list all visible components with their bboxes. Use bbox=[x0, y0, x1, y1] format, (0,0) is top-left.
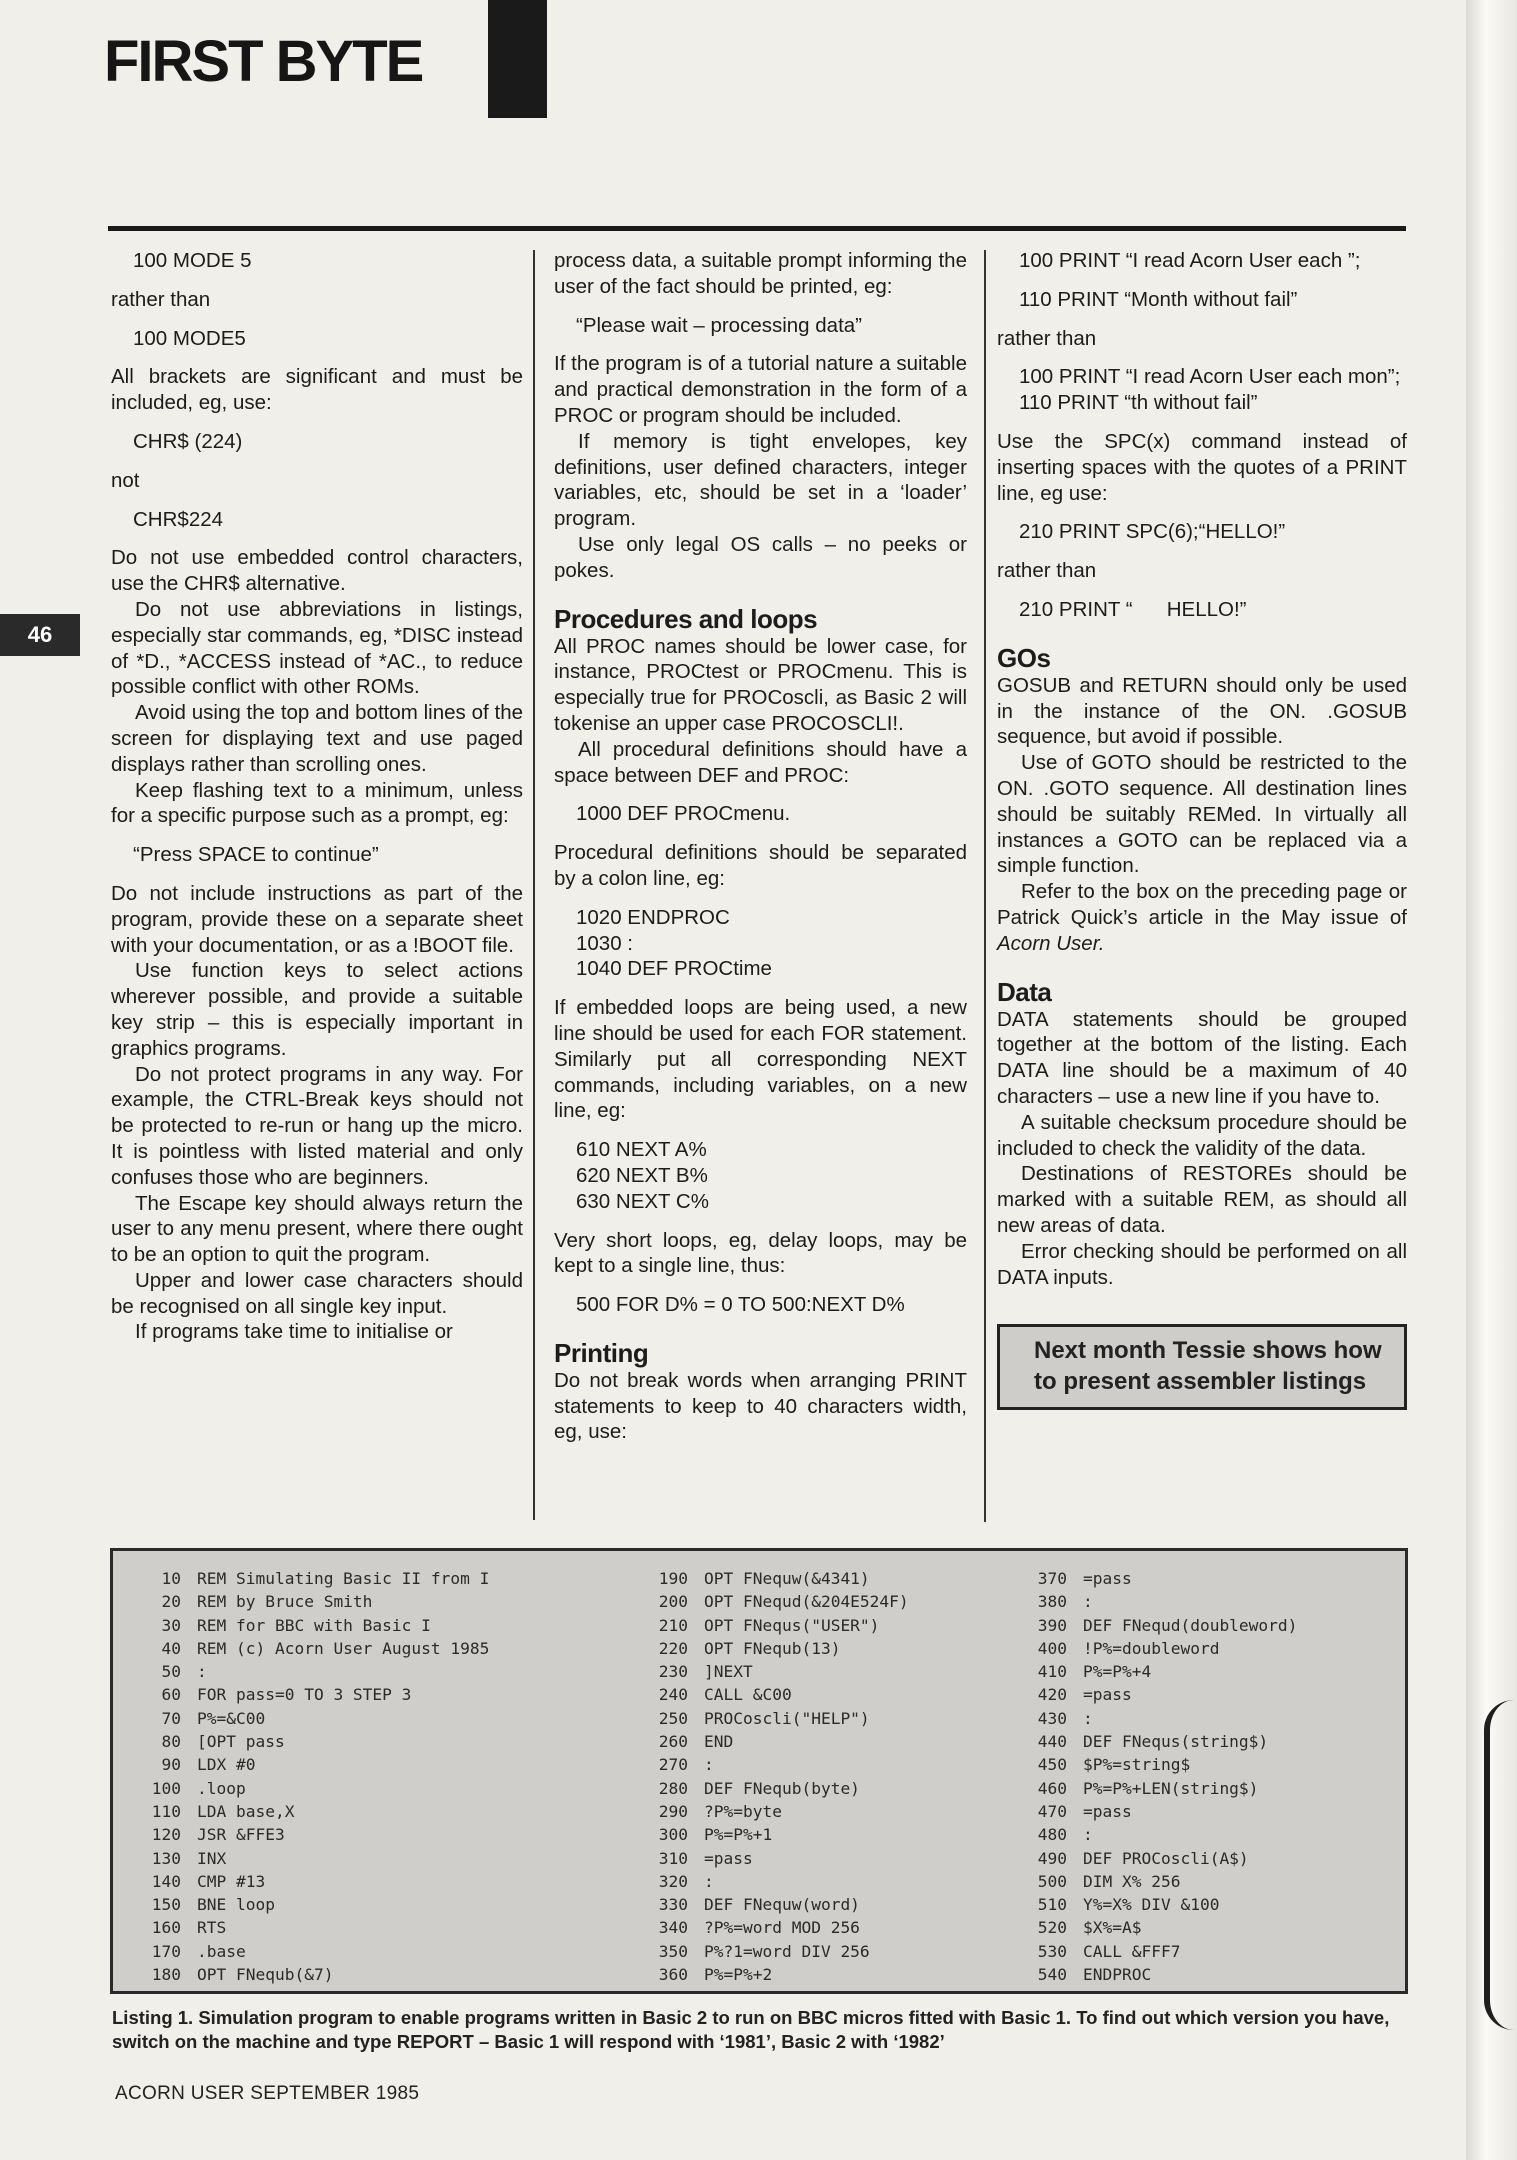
line-code: ?P%=byte bbox=[704, 1801, 782, 1821]
listing-line bbox=[137, 1753, 489, 1776]
listing-line bbox=[1023, 1637, 1297, 1660]
paragraph: Do not use abbreviations in listings, especially star commands, eg, *DISC instead of *D., *ACCESS instead of *AC., to reduce possible conflict with other ROMs. bbox=[111, 597, 523, 699]
line-code: : bbox=[704, 1871, 714, 1891]
paragraph: Procedural definitions should be separated by a colon line, eg: bbox=[554, 841, 967, 890]
listing-line bbox=[1023, 1823, 1297, 1846]
line-number: 130 bbox=[151, 1848, 181, 1868]
paragraph: rather than bbox=[111, 287, 211, 311]
listing-line bbox=[1023, 1777, 1297, 1800]
line-number: 490 bbox=[1037, 1848, 1067, 1868]
line-number: 160 bbox=[151, 1918, 181, 1938]
code-line: 1040 DEF PROCtime bbox=[576, 957, 772, 981]
line-number: 230 bbox=[658, 1662, 688, 1682]
listing-line bbox=[1023, 1753, 1297, 1776]
code-line: 110 PRINT “th without fail” bbox=[1019, 391, 1258, 415]
listing-line bbox=[644, 1916, 909, 1939]
line-code: .loop bbox=[197, 1778, 246, 1798]
line-code: Y%=X% DIV &100 bbox=[1083, 1895, 1220, 1915]
line-number: 300 bbox=[658, 1825, 688, 1845]
line-number: 450 bbox=[1037, 1755, 1067, 1775]
listing-line bbox=[1023, 1893, 1297, 1916]
line-code: PROCoscli("HELP") bbox=[704, 1708, 870, 1728]
line-code: P%=P%+LEN(string$) bbox=[1083, 1778, 1259, 1798]
code-line: 110 PRINT “Month without fail” bbox=[1019, 287, 1298, 311]
line-number: 320 bbox=[658, 1871, 688, 1891]
line-code: DEF FNequw(word) bbox=[704, 1895, 860, 1915]
paragraph: Very short loops, eg, delay loops, may be kept to a single line, thus: bbox=[554, 1228, 967, 1278]
code-line: “Press SPACE to continue” bbox=[133, 843, 379, 867]
heading-gos: GOs bbox=[997, 642, 1051, 673]
listing-line bbox=[137, 1590, 489, 1613]
line-code: : bbox=[1083, 1708, 1093, 1728]
column-1 bbox=[111, 248, 523, 1345]
line-number: 460 bbox=[1037, 1778, 1067, 1798]
page-spine-curve bbox=[1484, 1700, 1517, 2030]
line-code: DEF FNequs(string$) bbox=[1083, 1732, 1269, 1752]
code-line: 210 PRINT SPC(6);“HELLO!” bbox=[1019, 520, 1286, 544]
code-line: 1000 DEF PROCmenu. bbox=[576, 802, 791, 826]
line-code: LDA base,X bbox=[197, 1801, 295, 1821]
line-number: 360 bbox=[658, 1965, 688, 1985]
code-line: 100 MODE 5 bbox=[133, 249, 252, 272]
program-listing bbox=[110, 1548, 1408, 1994]
line-number: 210 bbox=[658, 1615, 688, 1635]
code-line: CHR$ (224) bbox=[133, 429, 243, 453]
line-number: 310 bbox=[658, 1848, 688, 1868]
paragraph: Destinations of RESTOREs should be marked with a suitable REM, as should all new areas of data. bbox=[997, 1162, 1407, 1237]
listing-line bbox=[644, 1847, 909, 1870]
listing-line bbox=[1023, 1847, 1297, 1870]
line-number: 240 bbox=[658, 1685, 688, 1705]
listing-line bbox=[137, 1660, 489, 1683]
code-line: 1020 ENDPROC bbox=[576, 905, 730, 929]
listing-line bbox=[137, 1777, 489, 1800]
line-code: CMP #13 bbox=[197, 1871, 266, 1891]
line-code: =pass bbox=[1083, 1685, 1132, 1705]
listing-line bbox=[1023, 1660, 1297, 1683]
listing-column bbox=[137, 1567, 489, 1986]
line-number: 110 bbox=[151, 1801, 181, 1821]
line-code: DEF FNequd(doubleword) bbox=[1083, 1615, 1298, 1635]
listing-line bbox=[137, 1567, 489, 1590]
line-code: REM (c) Acorn User August 1985 bbox=[197, 1638, 490, 1658]
line-number: 190 bbox=[658, 1569, 688, 1588]
listing-column bbox=[1023, 1567, 1297, 1986]
line-number: 20 bbox=[161, 1592, 181, 1612]
paragraph: If embedded loops are being used, a new line should be used for each FOR statement. Similarly put all corresponding NEXT commands, including variables, on a new line, eg: bbox=[554, 996, 967, 1123]
line-number: 480 bbox=[1037, 1825, 1067, 1845]
line-number: 40 bbox=[161, 1638, 181, 1658]
listing-line bbox=[137, 1847, 489, 1870]
line-number: 270 bbox=[658, 1755, 688, 1775]
line-code: $P%=string$ bbox=[1083, 1755, 1191, 1775]
listing-line bbox=[644, 1940, 909, 1963]
line-code: OPT FNequb(&7) bbox=[197, 1965, 334, 1985]
listing-line bbox=[1023, 1614, 1297, 1637]
line-number: 470 bbox=[1037, 1801, 1067, 1821]
line-number: 140 bbox=[151, 1871, 181, 1891]
line-code: OPT FNequs("USER") bbox=[704, 1615, 880, 1635]
line-code: RTS bbox=[197, 1918, 227, 1938]
line-number: 180 bbox=[151, 1965, 181, 1985]
page-number: 46 bbox=[0, 614, 80, 656]
line-code: .base bbox=[197, 1941, 246, 1961]
line-number: 10 bbox=[161, 1569, 181, 1588]
paragraph: All brackets are significant and must be included, eg, use: bbox=[111, 365, 523, 415]
listing-line bbox=[644, 1707, 909, 1730]
column-3 bbox=[997, 248, 1407, 1410]
paragraph: Do not protect programs in any way. For example, the CTRL-Break keys should not be protected to re-run or hang up the micro. It is pointless with listed material and only confuses those who are beginners. bbox=[111, 1062, 523, 1189]
line-number: 200 bbox=[658, 1592, 688, 1612]
line-number: 260 bbox=[658, 1732, 688, 1752]
paragraph: If the program is of a tutorial nature a suitable and practical demonstration in the form of a PROC or program should be included. bbox=[554, 352, 967, 427]
paragraph: Use the SPC(x) command instead of inserting spaces with the quotes of a PRINT line, eg use: bbox=[997, 429, 1407, 505]
line-code: ?P%=word MOD 256 bbox=[704, 1918, 860, 1938]
listing-line bbox=[644, 1963, 909, 1986]
next-month-box: Next month Tessie shows how to present assembler listings bbox=[997, 1324, 1407, 1410]
heading-printing: Printing bbox=[554, 1337, 649, 1368]
listing-line bbox=[1023, 1567, 1297, 1590]
line-code: $X%=A$ bbox=[1083, 1918, 1142, 1938]
paragraph: DATA statements should be grouped together at the bottom of the listing. Each DATA line should be a maximum of 40 characters – use a new line if you have to. bbox=[997, 1007, 1407, 1108]
line-number: 290 bbox=[658, 1801, 688, 1821]
magazine-name: Acorn User. bbox=[997, 931, 1105, 955]
section-title: FIRST BYTE bbox=[104, 29, 423, 94]
top-rule bbox=[108, 226, 1406, 231]
line-number: 80 bbox=[161, 1732, 181, 1752]
paragraph: Use of GOTO should be restricted to the ON. .GOTO sequence. All destination lines should be suitably REMed. In virtually all instances a GOTO can be replaced via a simple function. bbox=[997, 751, 1407, 878]
line-number: 400 bbox=[1037, 1638, 1067, 1658]
line-code: ENDPROC bbox=[1083, 1965, 1152, 1985]
line-number: 30 bbox=[161, 1615, 181, 1635]
line-code: P%=P%+4 bbox=[1083, 1662, 1152, 1682]
line-number: 440 bbox=[1037, 1732, 1067, 1752]
listing-line bbox=[1023, 1800, 1297, 1823]
code-line: 610 NEXT A% bbox=[576, 1138, 707, 1162]
code-line: 100 PRINT “I read Acorn User each mon”; bbox=[1019, 365, 1401, 389]
line-code: P%=P%+1 bbox=[704, 1825, 773, 1845]
paragraph: Upper and lower case characters should be recognised on all single key input. bbox=[111, 1268, 523, 1318]
line-code: : bbox=[704, 1755, 714, 1775]
line-number: 120 bbox=[151, 1825, 181, 1845]
paragraph: Avoid using the top and bottom lines of the screen for displaying text and use paged displays rather than scrolling ones. bbox=[111, 701, 523, 776]
listing-line bbox=[137, 1823, 489, 1846]
line-number: 220 bbox=[658, 1638, 688, 1658]
line-code: =pass bbox=[1083, 1801, 1132, 1821]
listing-line bbox=[137, 1637, 489, 1660]
paragraph: Do not include instructions as part of the program, provide these on a separate sheet with your documentation, or as a !BOOT file. bbox=[111, 881, 523, 957]
line-number: 380 bbox=[1037, 1592, 1067, 1612]
listing-line bbox=[137, 1683, 489, 1706]
line-number: 540 bbox=[1037, 1965, 1067, 1985]
line-code: JSR &FFE3 bbox=[197, 1825, 285, 1845]
listing-line bbox=[137, 1916, 489, 1939]
listing-line bbox=[644, 1823, 909, 1846]
paragraph: rather than bbox=[997, 326, 1097, 350]
listing-line bbox=[644, 1800, 909, 1823]
listing-line bbox=[644, 1660, 909, 1683]
listing-line bbox=[137, 1800, 489, 1823]
line-number: 350 bbox=[658, 1941, 688, 1961]
line-number: 280 bbox=[658, 1778, 688, 1798]
line-code: : bbox=[1083, 1592, 1093, 1612]
line-number: 530 bbox=[1037, 1941, 1067, 1961]
listing-line bbox=[1023, 1870, 1297, 1893]
line-code: DEF PROCoscli(A$) bbox=[1083, 1848, 1249, 1868]
listing-line bbox=[1023, 1916, 1297, 1939]
line-code: OPT FNequw(&4341) bbox=[704, 1569, 870, 1588]
paragraph: process data, a suitable prompt informing the user of the fact should be printed, eg: bbox=[554, 249, 967, 298]
listing-line bbox=[137, 1730, 489, 1753]
line-number: 60 bbox=[161, 1685, 181, 1705]
listing-line bbox=[644, 1777, 909, 1800]
paragraph: All procedural definitions should have a space between DEF and PROC: bbox=[554, 737, 967, 787]
line-number: 330 bbox=[658, 1895, 688, 1915]
line-number: 390 bbox=[1037, 1615, 1067, 1635]
paragraph: Do not use embedded control characters, use the CHR$ alternative. bbox=[111, 546, 523, 596]
code-line: 1030 : bbox=[576, 931, 633, 955]
heading-procedures: Procedures and loops bbox=[554, 603, 818, 634]
line-number: 340 bbox=[658, 1918, 688, 1938]
line-number: 500 bbox=[1037, 1871, 1067, 1891]
paragraph: not bbox=[111, 468, 140, 492]
line-number: 50 bbox=[161, 1662, 181, 1682]
paragraph: If programs take time to initialise or bbox=[135, 1320, 453, 1344]
listing-line bbox=[1023, 1707, 1297, 1730]
listing-line bbox=[644, 1893, 909, 1916]
line-code: END bbox=[704, 1732, 734, 1752]
listing-column bbox=[644, 1567, 909, 1986]
code-line: CHR$224 bbox=[133, 507, 224, 531]
line-number: 170 bbox=[151, 1941, 181, 1961]
paragraph: The Escape key should always return the user to any menu present, where there ought to be an option to quit the program. bbox=[111, 1191, 523, 1267]
listing-line bbox=[137, 1614, 489, 1637]
line-number: 150 bbox=[151, 1895, 181, 1915]
paragraph: GOSUB and RETURN should only be used in the instance of the ON. .GOSUB sequence, but avoid if possible. bbox=[997, 673, 1407, 749]
paragraph: rather than bbox=[997, 559, 1097, 583]
paragraph: All PROC names should be lower case, for instance, PROCtest or PROCmenu. This is especially true for PROCoscli, as Basic 2 will tokenise an upper case PROCOSCLI!. bbox=[554, 634, 967, 735]
line-number: 100 bbox=[151, 1778, 181, 1798]
line-code: DEF FNequb(byte) bbox=[704, 1778, 860, 1798]
listing-line bbox=[1023, 1590, 1297, 1613]
line-code: CALL &FFF7 bbox=[1083, 1941, 1181, 1961]
line-code: DIM X% 256 bbox=[1083, 1871, 1181, 1891]
column-2 bbox=[554, 248, 967, 1445]
page-footer: ACORN USER SEPTEMBER 1985 bbox=[115, 2083, 420, 2104]
line-code: BNE loop bbox=[197, 1895, 275, 1915]
code-line: 500 FOR D% = 0 TO 500:NEXT D% bbox=[576, 1293, 905, 1317]
line-code: INX bbox=[197, 1848, 227, 1868]
code-line: 210 PRINT “ HELLO!” bbox=[1019, 597, 1247, 621]
listing-line bbox=[644, 1614, 909, 1637]
line-code: OPT FNequb(13) bbox=[704, 1638, 841, 1658]
paragraph: Keep flashing text to a minimum, unless for a specific purpose such as a prompt, eg: bbox=[111, 778, 523, 828]
listing-line bbox=[644, 1730, 909, 1753]
listing-line bbox=[137, 1870, 489, 1893]
line-number: 410 bbox=[1037, 1662, 1067, 1682]
paragraph-text: Refer to the box on the preceding page or Patrick Quick’s article in the May issue of bbox=[997, 880, 1407, 929]
listing-line bbox=[1023, 1730, 1297, 1753]
code-line: 620 NEXT B% bbox=[576, 1163, 708, 1187]
column-rule bbox=[984, 250, 986, 1522]
line-code: : bbox=[1083, 1825, 1093, 1845]
line-number: 70 bbox=[161, 1708, 181, 1728]
listing-line bbox=[1023, 1963, 1297, 1986]
listing-caption: Listing 1. Simulation program to enable programs written in Basic 2 to run on BBC micros fitted with Basic 1. To find out which version you have, switch on the machine and type REPORT – Basic 1 will respond with ‘1981’, Basic 2 with ‘1982’ bbox=[112, 2007, 1390, 2052]
paragraph: Error checking should be performed on all DATA inputs. bbox=[997, 1239, 1407, 1289]
line-number: 90 bbox=[161, 1755, 181, 1775]
code-line: 630 NEXT C% bbox=[576, 1189, 709, 1213]
line-code: REM Simulating Basic II from I bbox=[197, 1569, 490, 1588]
paragraph: Do not break words when arranging PRINT statements to keep to 40 characters width, eg, use: bbox=[554, 1368, 967, 1444]
listing-line bbox=[644, 1753, 909, 1776]
line-number: 430 bbox=[1037, 1708, 1067, 1728]
line-code: !P%=doubleword bbox=[1083, 1638, 1220, 1658]
line-code: =pass bbox=[704, 1848, 753, 1868]
paragraph: A suitable checksum procedure should be included to check the validity of the data. bbox=[997, 1110, 1407, 1160]
header-block bbox=[488, 0, 547, 118]
column-rule bbox=[533, 250, 535, 1520]
line-code: REM for BBC with Basic I bbox=[197, 1615, 431, 1635]
listing-line bbox=[1023, 1940, 1297, 1963]
listing-line bbox=[137, 1893, 489, 1916]
line-number: 520 bbox=[1037, 1918, 1067, 1938]
line-code: =pass bbox=[1083, 1569, 1132, 1588]
listing-line bbox=[644, 1567, 909, 1590]
listing-line bbox=[644, 1590, 909, 1613]
listing-line bbox=[1023, 1683, 1297, 1706]
line-number: 420 bbox=[1037, 1685, 1067, 1705]
code-line: 100 PRINT “I read Acorn User each ”; bbox=[1019, 249, 1361, 272]
line-number: 250 bbox=[658, 1708, 688, 1728]
listing-line bbox=[137, 1940, 489, 1963]
paragraph: Use only legal OS calls – no peeks or pokes. bbox=[554, 532, 967, 582]
heading-data: Data bbox=[997, 976, 1052, 1007]
listing-line bbox=[644, 1683, 909, 1706]
line-code: LDX #0 bbox=[197, 1755, 256, 1775]
line-code: ]NEXT bbox=[704, 1662, 753, 1682]
listing-line bbox=[137, 1707, 489, 1730]
line-code: REM by Bruce Smith bbox=[197, 1592, 373, 1612]
code-line: 100 MODE5 bbox=[133, 326, 246, 350]
listing-line bbox=[644, 1870, 909, 1893]
line-code: P%=P%+2 bbox=[704, 1965, 773, 1985]
code-line: “Please wait – processing data” bbox=[576, 313, 863, 337]
line-number: 370 bbox=[1037, 1569, 1067, 1588]
line-code: FOR pass=0 TO 3 STEP 3 bbox=[197, 1685, 412, 1705]
line-number: 510 bbox=[1037, 1895, 1067, 1915]
paragraph: If memory is tight envelopes, key definitions, user defined characters, integer variables, etc, should be set in a ‘loader’ program. bbox=[554, 429, 967, 531]
line-code: : bbox=[197, 1662, 207, 1682]
line-code: OPT FNequd(&204E524F) bbox=[704, 1592, 909, 1612]
line-code: P%?1=word DIV 256 bbox=[704, 1941, 870, 1961]
line-code: P%=&C00 bbox=[197, 1708, 266, 1728]
line-code: CALL &C00 bbox=[704, 1685, 792, 1705]
paragraph: Use function keys to select actions wherever possible, and provide a suitable key strip – this is especially important in graphics programs. bbox=[111, 959, 523, 1060]
line-code: [OPT pass bbox=[197, 1732, 285, 1752]
listing-line bbox=[137, 1963, 489, 1986]
listing-line bbox=[644, 1637, 909, 1660]
paragraph bbox=[997, 879, 1407, 956]
